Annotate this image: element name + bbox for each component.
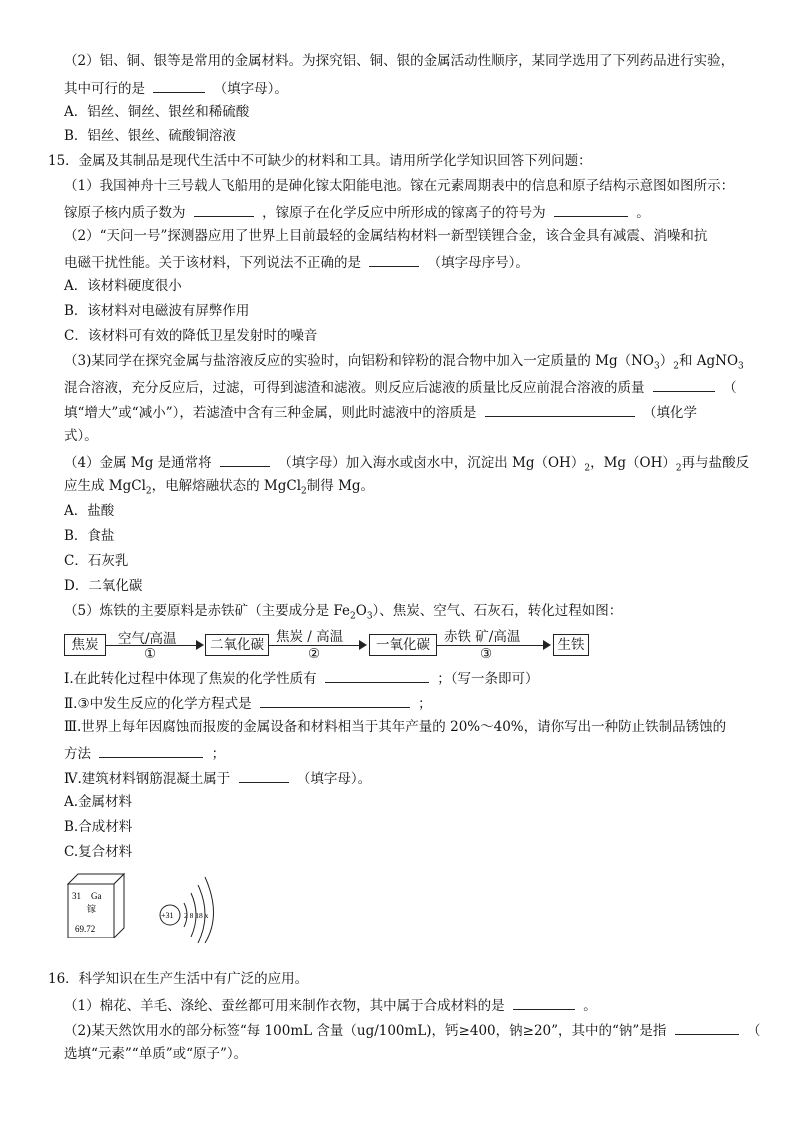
q15-sub-iv-text-b: （填字母）。: [296, 771, 372, 787]
q14-2-answer-blank[interactable]: [153, 78, 205, 93]
q15-p4-option-d: D．二氧化碳: [64, 578, 143, 594]
q15-sub-i-text-b: ；（写一条即可）: [437, 671, 539, 687]
flow-arrow1-label: 空气/高温: [118, 631, 177, 647]
q15-p3-blank-2[interactable]: [485, 402, 635, 417]
flow-arrow1-step: ①: [144, 646, 157, 662]
q15-p5-sub1: 2: [350, 611, 356, 622]
q15-p3-blank-1[interactable]: [653, 377, 715, 392]
q15-p3-line2: [64, 377, 737, 397]
q15-p3-text-b: ）: [659, 353, 674, 369]
q15-p4-line2-sub2: 2: [301, 486, 307, 497]
q15-p4-text-d: 再与盐酸反: [681, 455, 750, 471]
q15-p1-text-a: 镓原子核内质子数为: [64, 205, 186, 221]
q16-p1-text-b: 。: [583, 998, 597, 1014]
q15-p3-sub1: 3: [654, 361, 660, 372]
flow-arrow-3-head: [543, 640, 551, 650]
q14-2-line2: [64, 78, 288, 98]
q15-sub-ii-blank[interactable]: [260, 693, 410, 708]
q16-stem: 16．科学知识在生产生活中有广泛的应用。: [48, 971, 309, 987]
q15-stem: 15．金属及其制品是现代生活中不可缺少的材料和工具。请用所学化学知识回答下列问题：: [48, 153, 592, 169]
q15-p5-line1: [64, 602, 622, 626]
q15-p4-line1: [64, 452, 749, 478]
q16-p2-line2: 选填“元素”“单质”或“原子”）。: [64, 1046, 248, 1062]
q15-p3-sub3: 3: [738, 361, 744, 372]
flow-arrow3-step: ③: [480, 646, 493, 662]
q15-p3-line2-end: （: [723, 380, 737, 396]
q15-p5-text-a: （5）炼铁的主要原料是赤铁矿（主要成分是 Fe: [64, 603, 350, 619]
q15-p1-blank-2[interactable]: [554, 202, 628, 217]
atom-shell-electrons: 2 8 18 x: [184, 911, 209, 920]
q15-sub-iv-option-b: B.合成材料: [64, 819, 133, 835]
q14-2-option-b: B．铝丝、银丝、硫酸铜溶液: [64, 128, 236, 144]
q15-sub-ii: [64, 693, 432, 713]
q15-p4-text-c: ，Mg（OH）: [590, 455, 676, 471]
q15-p5-text-c: ）、焦炭、空气、石灰石，转化过程如图：: [372, 603, 623, 619]
q15-p3-text-c: 和 AgNO: [678, 353, 739, 369]
q15-p1-line2: [64, 202, 650, 222]
flow-box-coke: 焦炭: [64, 634, 106, 656]
flow-arrow-2-head: [359, 640, 367, 650]
q15-p2-text-a: 电磁干扰性能。关于该材料，下列说法不正确的是: [64, 255, 361, 271]
q15-sub-iii-line1: Ⅲ.世界上每年因腐蚀而报废的金属设备和材料相当于其年产量的 20%～40%，请你写出一种防止铁制品锈蚀的: [64, 719, 727, 735]
q15-sub-ii-text-b: ；: [418, 696, 432, 712]
q16-p2-text-b: （: [746, 1023, 761, 1039]
q15-p3-line1: [64, 352, 744, 376]
q15-p2-text-b: （填字母序号）。: [427, 255, 529, 271]
q15-p3-line3: [64, 402, 697, 422]
q15-p4-line2-sub1: 2: [145, 486, 152, 497]
q15-sub-iv-option-a: A.金属材料: [64, 794, 133, 810]
q15-p3-line4: 式）。: [64, 428, 98, 444]
q15-p1-text-c: 。: [636, 205, 650, 221]
q16-p2-line1: [64, 1020, 760, 1040]
q15-sub-iii-text-a: 方法: [64, 746, 91, 762]
q15-p3-sub2: 2: [673, 361, 679, 372]
electron-shell-4: [205, 877, 214, 943]
q15-sub-iv-option-c: C.复合材料: [64, 844, 133, 860]
q15-p4-option-c: C．石灰乳: [64, 553, 129, 569]
cell-side-face: [114, 874, 124, 938]
q14-2-line1: （2）铝、铜、银等是常用的金属材料。为探究铝、铜、银的金属活动性顺序，某同学选用了下列药品进行实验，: [64, 53, 735, 69]
q15-p5-text-b: O: [355, 603, 367, 619]
element-symbol: Ga: [91, 891, 102, 901]
q15-p1-line1: （1）我国神舟十三号载人飞船用的是砷化镓太阳能电池。镓在元素周期表中的信息和原子结构示意图如图所示：: [64, 178, 735, 194]
q16-p2-blank[interactable]: [675, 1020, 739, 1035]
q15-p4-option-a: A．盐酸: [64, 503, 115, 519]
gallium-atom-structure-diagram: [158, 873, 222, 943]
q16-p2-text-a: （2)某天然饮用水的部分标签“每 100mL 含量（ug/100mL)，钙≥400，钠≥20”，其中的“钠”是指: [64, 1023, 667, 1039]
flow-box-co2: 二氧化碳: [205, 634, 269, 656]
q15-sub-iv-text-a: Ⅳ.建筑材料钢筋混凝土属于: [64, 771, 231, 787]
q15-p2-blank[interactable]: [369, 252, 419, 267]
q15-p4-blank[interactable]: [220, 452, 270, 467]
atom-nucleus-charge: +31: [161, 911, 174, 920]
q15-p4-line2-a: 应生成 MgCl: [64, 478, 146, 494]
q15-p3-line3-end: （填化学: [642, 405, 697, 421]
flow-box-co: 一氧化碳: [369, 634, 437, 656]
q15-sub-iii-text-b: ；: [211, 746, 226, 762]
q15-sub-iv: [64, 768, 371, 788]
q15-p4-sub2: 2: [675, 463, 682, 474]
q14-2-text-b: （填字母）。: [213, 81, 288, 97]
q15-p5-sub2: 3: [366, 611, 373, 622]
q15-p3-text-a: （3)某同学在探究金属与盐溶液反应的实验时，向铝粉和锌粉的混合物中加入一定质量的 Mg（NO: [64, 353, 654, 369]
flow-arrow-1-head: [196, 640, 204, 650]
q15-sub-iii-line2: [64, 743, 225, 763]
q15-p2-line1: （2）“天问一号”探测器应用了世界上目前最轻的金属结构材料一新型镁锂合金，该合金具有减震、消噪和抗: [64, 228, 708, 244]
q16-p1-blank[interactable]: [513, 995, 575, 1010]
q15-p4-sub1: 2: [584, 463, 591, 474]
q15-sub-iv-blank[interactable]: [239, 768, 289, 783]
element-name: 镓: [87, 905, 97, 915]
q15-p4-option-b: B．食盐: [64, 528, 115, 544]
flow-box-pig-iron: 生铁: [553, 634, 589, 656]
q15-sub-iii-blank[interactable]: [99, 743, 203, 758]
q16-p1-text-a: （1）棉花、羊毛、涤纶、蚕丝都可用来制作衣物，其中属于合成材料的是: [64, 998, 505, 1014]
q15-p3-line2-text: 混合溶液，充分反应后，过滤，可得到滤渣和滤液。则反应后滤液的质量比反应前混合溶液的质量: [64, 380, 645, 396]
q15-p4-text-a: （4）金属 Mg 是通常将: [64, 455, 212, 471]
q15-p4-line2-c: 制得 Mg。: [306, 478, 375, 494]
element-number: 31: [72, 891, 81, 901]
q16-p1: [64, 995, 597, 1015]
gallium-periodic-cell: [62, 872, 126, 938]
flow-arrow2-label: 焦炭 / 高温: [276, 629, 344, 645]
q15-sub-i: [64, 668, 538, 688]
q15-p2-option-c: C．该材料可有效的降低卫星发射时的噪音: [64, 328, 318, 344]
flow-arrow3-label: 赤铁 矿/高温: [444, 629, 521, 645]
q15-p4-line2: [64, 477, 374, 501]
q15-sub-i-text-a: Ⅰ.在此转化过程中体现了焦炭的化学性质有: [64, 671, 317, 687]
q15-p2-line2: [64, 252, 529, 272]
q14-2-option-a: A．铝丝、铜丝、银丝和稀硫酸: [64, 104, 250, 120]
q15-p2-option-a: A．该材料硬度很小: [64, 278, 182, 294]
q15-p1-blank-1[interactable]: [194, 202, 254, 217]
q15-p3-line3-text: 填“增大”或“减小”），若滤渣中含有三种金属，则此时滤液中的溶质是: [64, 405, 477, 421]
element-mass: 69.72: [75, 924, 96, 934]
flow-arrow2-step: ②: [308, 646, 321, 662]
q15-p2-option-b: B．该材料对电磁波有屏弊作用: [64, 303, 250, 319]
q15-p4-line2-b: ，电解熔融状态的 MgCl: [151, 478, 302, 494]
q14-2-text-a: 其中可行的是: [64, 81, 145, 97]
q15-p4-text-b: （填字母）加入海水或卤水中，沉淀出 Mg（OH）: [278, 455, 585, 471]
q15-p1-text-b: ，镓原子在化学反应中所形成的镓离子的符号为: [262, 205, 546, 221]
q15-sub-ii-text-a: Ⅱ.③中发生反应的化学方程式是: [64, 696, 252, 712]
q15-sub-i-blank[interactable]: [325, 668, 429, 683]
